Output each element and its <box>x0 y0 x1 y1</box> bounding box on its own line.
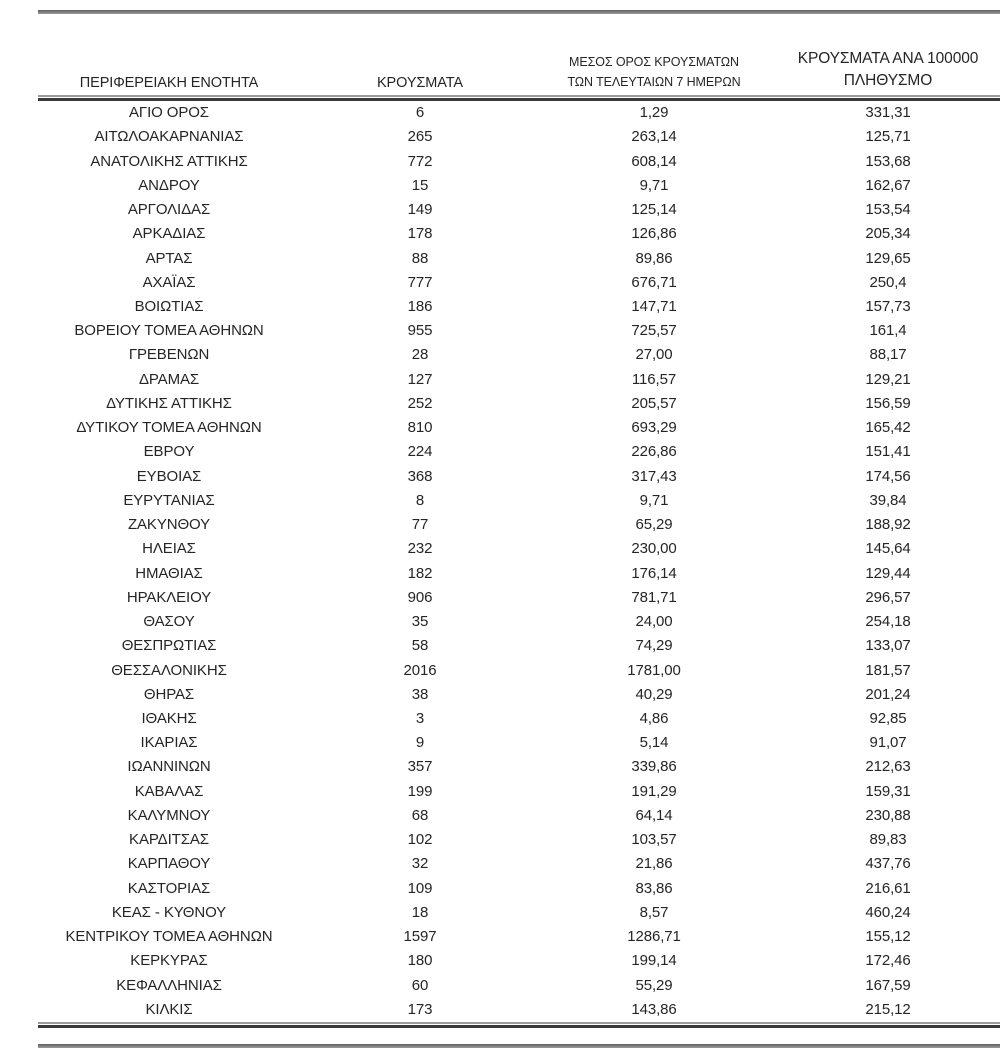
cell-7day-average: 263,14 <box>631 128 677 146</box>
column-header-cases-label: ΚΡΟΥΣΜΑΤΑ <box>376 75 463 91</box>
cell-cases: 906 <box>407 588 433 606</box>
cell-per-100000: 165,42 <box>865 419 911 437</box>
cell-per-100000: 167,59 <box>865 976 911 994</box>
table-row <box>38 101 1000 125</box>
table-row <box>38 368 1000 392</box>
cell-per-100000: 250,4 <box>869 273 907 291</box>
cell-cases: 149 <box>407 201 433 219</box>
cell-cases: 3 <box>415 709 425 727</box>
cell-per-100000: 129,65 <box>865 249 911 267</box>
cell-region-name: ΚΑΣΤΟΡΙΑΣ <box>127 879 211 897</box>
table-row <box>38 634 1000 658</box>
table-row <box>38 877 1000 901</box>
table-body <box>38 101 1000 1022</box>
cell-per-100000: 133,07 <box>865 637 911 655</box>
cell-cases: 224 <box>407 443 433 461</box>
column-header-per-100000 <box>768 48 1000 95</box>
cell-cases: 232 <box>407 540 433 558</box>
cell-cases: 35 <box>411 613 429 631</box>
table-row <box>38 149 1000 173</box>
table-row <box>38 489 1000 513</box>
table-row <box>38 246 1000 270</box>
cell-region-name: ΙΘΑΚΗΣ <box>141 709 197 727</box>
bottom-divider <box>38 1044 1000 1048</box>
cell-region-name: ΕΒΡΟΥ <box>143 443 195 461</box>
cell-cases: 88 <box>411 249 429 267</box>
cell-cases: 77 <box>411 516 429 534</box>
cell-per-100000: 157,73 <box>865 297 911 315</box>
cell-per-100000: 188,92 <box>865 516 911 534</box>
table-row <box>38 392 1000 416</box>
table-row <box>38 707 1000 731</box>
cell-7day-average: 55,29 <box>635 976 673 994</box>
cell-region-name: ΒΟΙΩΤΙΑΣ <box>134 297 204 315</box>
cell-cases: 180 <box>407 952 433 970</box>
cell-per-100000: 155,12 <box>865 928 911 946</box>
table-row <box>38 174 1000 198</box>
cell-region-name: ΗΜΑΘΙΑΣ <box>135 564 203 582</box>
cell-region-name: ΚΑΡΔΙΤΣΑΣ <box>129 831 209 849</box>
cell-7day-average: 147,71 <box>631 297 677 315</box>
cell-per-100000: 331,31 <box>865 104 911 122</box>
cell-cases: 252 <box>407 394 433 412</box>
cell-cases: 28 <box>411 346 429 364</box>
cell-per-100000: 254,18 <box>865 613 911 631</box>
cell-cases: 772 <box>407 152 433 170</box>
cell-7day-average: 693,29 <box>631 419 677 437</box>
cell-region-name: ΑΧΑΪΑΣ <box>142 273 196 291</box>
cell-cases: 810 <box>407 419 433 437</box>
cell-cases: 9 <box>415 734 425 752</box>
cell-region-name: ΒΟΡΕΙΟΥ ΤΟΜΕΑ ΑΘΗΝΩΝ <box>74 322 264 340</box>
cell-7day-average: 4,86 <box>639 709 669 727</box>
table-row <box>38 561 1000 585</box>
column-header-per-100000-line1: ΚΡΟΥΣΜΑΤΑ ΑΝΑ 100000 <box>797 50 979 67</box>
cell-cases: 109 <box>407 879 433 897</box>
cell-7day-average: 125,14 <box>631 201 677 219</box>
cell-7day-average: 103,57 <box>631 831 677 849</box>
cell-per-100000: 216,61 <box>865 879 911 897</box>
cell-per-100000: 296,57 <box>865 588 911 606</box>
cell-region-name: ΙΩΑΝΝΙΝΩΝ <box>127 758 211 776</box>
cell-cases: 15 <box>411 176 429 194</box>
table-bottom-divider <box>38 1022 1000 1028</box>
column-header-7day-average-line2: ΤΩΝ ΤΕΛΕΥΤΑΙΩΝ 7 ΗΜΕΡΩΝ <box>567 75 741 89</box>
cell-region-name: ΑΝΑΤΟΛΙΚΗΣ ΑΤΤΙΚΗΣ <box>90 152 248 170</box>
table-row <box>38 465 1000 489</box>
cell-per-100000: 39,84 <box>869 491 907 509</box>
cell-7day-average: 339,86 <box>631 758 677 776</box>
cell-cases: 199 <box>407 782 433 800</box>
cell-7day-average: 65,29 <box>635 516 673 534</box>
cell-cases: 8 <box>415 491 425 509</box>
cell-per-100000: 91,07 <box>869 734 907 752</box>
cell-7day-average: 781,71 <box>631 588 677 606</box>
table-row <box>38 949 1000 973</box>
table-row <box>38 683 1000 707</box>
cell-region-name: ΗΡΑΚΛΕΙΟΥ <box>126 588 212 606</box>
cell-cases: 102 <box>407 831 433 849</box>
column-header-7day-average <box>540 52 768 95</box>
cell-per-100000: 174,56 <box>865 467 911 485</box>
cell-cases: 32 <box>411 855 429 873</box>
cell-region-name: ΑΓΙΟ ΟΡΟΣ <box>129 104 209 122</box>
cell-cases: 357 <box>407 758 433 776</box>
table-row <box>38 440 1000 464</box>
cell-region-name: ΘΑΣΟΥ <box>143 613 195 631</box>
cell-cases: 173 <box>407 1000 433 1018</box>
cell-region-name: ΔΥΤΙΚΟΥ ΤΟΜΕΑ ΑΘΗΝΩΝ <box>76 419 262 437</box>
cell-7day-average: 9,71 <box>639 491 669 509</box>
cell-7day-average: 1286,71 <box>627 928 681 946</box>
column-header-region <box>38 74 300 95</box>
cell-cases: 38 <box>411 685 429 703</box>
table-row <box>38 343 1000 367</box>
cell-per-100000: 205,34 <box>865 225 911 243</box>
column-header-region-label: ΠΕΡΙΦΕΡΕΙΑΚΗ ΕΝΟΤΗΤΑ <box>79 75 259 91</box>
cell-per-100000: 162,67 <box>865 176 911 194</box>
cell-per-100000: 212,63 <box>865 758 911 776</box>
table-row <box>38 998 1000 1022</box>
cell-7day-average: 21,86 <box>635 855 673 873</box>
cell-per-100000: 145,64 <box>865 540 911 558</box>
table-header-row <box>38 48 1000 95</box>
cell-region-name: ΚΑΛΥΜΝΟΥ <box>127 806 211 824</box>
cell-per-100000: 92,85 <box>869 709 907 727</box>
cell-7day-average: 230,00 <box>631 540 677 558</box>
table-row <box>38 319 1000 343</box>
cell-per-100000: 161,4 <box>869 322 907 340</box>
cell-7day-average: 226,86 <box>631 443 677 461</box>
cell-per-100000: 89,83 <box>869 831 907 849</box>
cell-cases: 182 <box>407 564 433 582</box>
cell-region-name: ΑΡΓΟΛΙΔΑΣ <box>127 201 211 219</box>
cell-region-name: ΙΚΑΡΙΑΣ <box>140 734 198 752</box>
cell-7day-average: 89,86 <box>635 249 673 267</box>
cell-7day-average: 116,57 <box>631 370 677 388</box>
cell-7day-average: 143,86 <box>631 1000 677 1018</box>
cell-7day-average: 24,00 <box>635 613 673 631</box>
cell-cases: 1597 <box>403 928 437 946</box>
table-row <box>38 416 1000 440</box>
cell-cases: 178 <box>407 225 433 243</box>
cell-region-name: ΔΥΤΙΚΗΣ ΑΤΤΙΚΗΣ <box>106 394 232 412</box>
cell-region-name: ΚΙΛΚΙΣ <box>145 1000 193 1018</box>
cell-cases: 58 <box>411 637 429 655</box>
cell-cases: 2016 <box>403 661 437 679</box>
cell-region-name: ΚΕΝΤΡΙΚΟΥ ΤΟΜΕΑ ΑΘΗΝΩΝ <box>65 928 273 946</box>
table-row <box>38 973 1000 997</box>
cell-7day-average: 199,14 <box>631 952 677 970</box>
cell-region-name: ΓΡΕΒΕΝΩΝ <box>128 346 210 364</box>
cell-region-name: ΘΕΣΠΡΩΤΙΑΣ <box>121 637 217 655</box>
table-row <box>38 828 1000 852</box>
cell-region-name: ΚΕΑΣ - ΚΥΘΝΟΥ <box>111 903 227 921</box>
table-row <box>38 537 1000 561</box>
cell-7day-average: 191,29 <box>631 782 677 800</box>
cell-7day-average: 40,29 <box>635 685 673 703</box>
cell-per-100000: 181,57 <box>865 661 911 679</box>
table-row <box>38 731 1000 755</box>
table-row <box>38 513 1000 537</box>
cell-per-100000: 215,12 <box>865 1000 911 1018</box>
table-row <box>38 780 1000 804</box>
cell-cases: 60 <box>411 976 429 994</box>
cell-per-100000: 230,88 <box>865 806 911 824</box>
table-row <box>38 901 1000 925</box>
cell-cases: 127 <box>407 370 433 388</box>
cell-region-name: ΑΝΔΡΟΥ <box>138 176 200 194</box>
cell-region-name: ΖΑΚΥΝΘΟΥ <box>127 516 211 534</box>
cell-cases: 68 <box>411 806 429 824</box>
cell-cases: 368 <box>407 467 433 485</box>
cell-7day-average: 9,71 <box>639 176 669 194</box>
cell-per-100000: 129,44 <box>865 564 911 582</box>
cell-cases: 777 <box>407 273 433 291</box>
cell-7day-average: 126,86 <box>631 225 677 243</box>
cell-region-name: ΘΕΣΣΑΛΟΝΙΚΗΣ <box>111 661 227 679</box>
cell-per-100000: 151,41 <box>865 443 911 461</box>
column-header-per-100000-line2: ΠΛΗΘΥΣΜΟ <box>843 72 933 89</box>
table-row <box>38 804 1000 828</box>
cell-region-name: ΑΡΚΑΔΙΑΣ <box>132 225 206 243</box>
cell-region-name: ΗΛΕΙΑΣ <box>142 540 196 558</box>
cell-region-name: ΕΥΒΟΙΑΣ <box>136 467 202 485</box>
table-row <box>38 271 1000 295</box>
cell-cases: 186 <box>407 297 433 315</box>
column-header-7day-average-line1: ΜΕΣΟΣ ΟΡΟΣ ΚΡΟΥΣΜΑΤΩΝ <box>569 55 739 69</box>
cell-region-name: ΚΕΡΚΥΡΑΣ <box>130 952 208 970</box>
cell-region-name: ΑΙΤΩΛΟΑΚΑΡΝΑΝΙΑΣ <box>94 128 244 146</box>
cell-region-name: ΚΕΦΑΛΛΗΝΙΑΣ <box>116 976 222 994</box>
table-row <box>38 610 1000 634</box>
cell-region-name: ΕΥΡΥΤΑΝΙΑΣ <box>123 491 215 509</box>
cell-7day-average: 5,14 <box>639 734 669 752</box>
column-header-cases <box>300 74 540 95</box>
table-row <box>38 852 1000 876</box>
cell-7day-average: 676,71 <box>631 273 677 291</box>
cell-7day-average: 725,57 <box>631 322 677 340</box>
table-row <box>38 198 1000 222</box>
table-row <box>38 295 1000 319</box>
table-row <box>38 925 1000 949</box>
table-row <box>38 586 1000 610</box>
cell-cases: 265 <box>407 128 433 146</box>
cell-7day-average: 83,86 <box>635 879 673 897</box>
cell-per-100000: 172,46 <box>865 952 911 970</box>
cell-7day-average: 74,29 <box>635 637 673 655</box>
table-row <box>38 755 1000 779</box>
cell-per-100000: 88,17 <box>869 346 907 364</box>
cell-per-100000: 437,76 <box>865 855 911 873</box>
cell-cases: 955 <box>407 322 433 340</box>
table-row <box>38 658 1000 682</box>
cell-per-100000: 153,54 <box>865 201 911 219</box>
table-row <box>38 125 1000 149</box>
cell-7day-average: 8,57 <box>639 903 669 921</box>
cell-region-name: ΘΗΡΑΣ <box>143 685 195 703</box>
cell-7day-average: 608,14 <box>631 152 677 170</box>
cell-per-100000: 201,24 <box>865 685 911 703</box>
cell-per-100000: 129,21 <box>865 370 911 388</box>
cell-per-100000: 460,24 <box>865 903 911 921</box>
table-row <box>38 222 1000 246</box>
top-divider <box>38 10 1000 14</box>
cell-7day-average: 1781,00 <box>627 661 681 679</box>
cell-per-100000: 153,68 <box>865 152 911 170</box>
cell-region-name: ΚΑΒΑΛΑΣ <box>134 782 204 800</box>
cell-7day-average: 27,00 <box>635 346 673 364</box>
cell-region-name: ΑΡΤΑΣ <box>145 249 193 267</box>
cell-7day-average: 1,29 <box>639 104 669 122</box>
cell-region-name: ΔΡΑΜΑΣ <box>138 370 200 388</box>
cell-7day-average: 64,14 <box>635 806 673 824</box>
cell-cases: 18 <box>411 903 429 921</box>
cell-per-100000: 159,31 <box>865 782 911 800</box>
cell-7day-average: 205,57 <box>631 394 677 412</box>
cell-per-100000: 156,59 <box>865 394 911 412</box>
cell-7day-average: 176,14 <box>631 564 677 582</box>
cell-7day-average: 317,43 <box>631 467 677 485</box>
cell-cases: 6 <box>415 104 425 122</box>
cell-per-100000: 125,71 <box>865 128 911 146</box>
cell-region-name: ΚΑΡΠΑΘΟΥ <box>127 855 211 873</box>
